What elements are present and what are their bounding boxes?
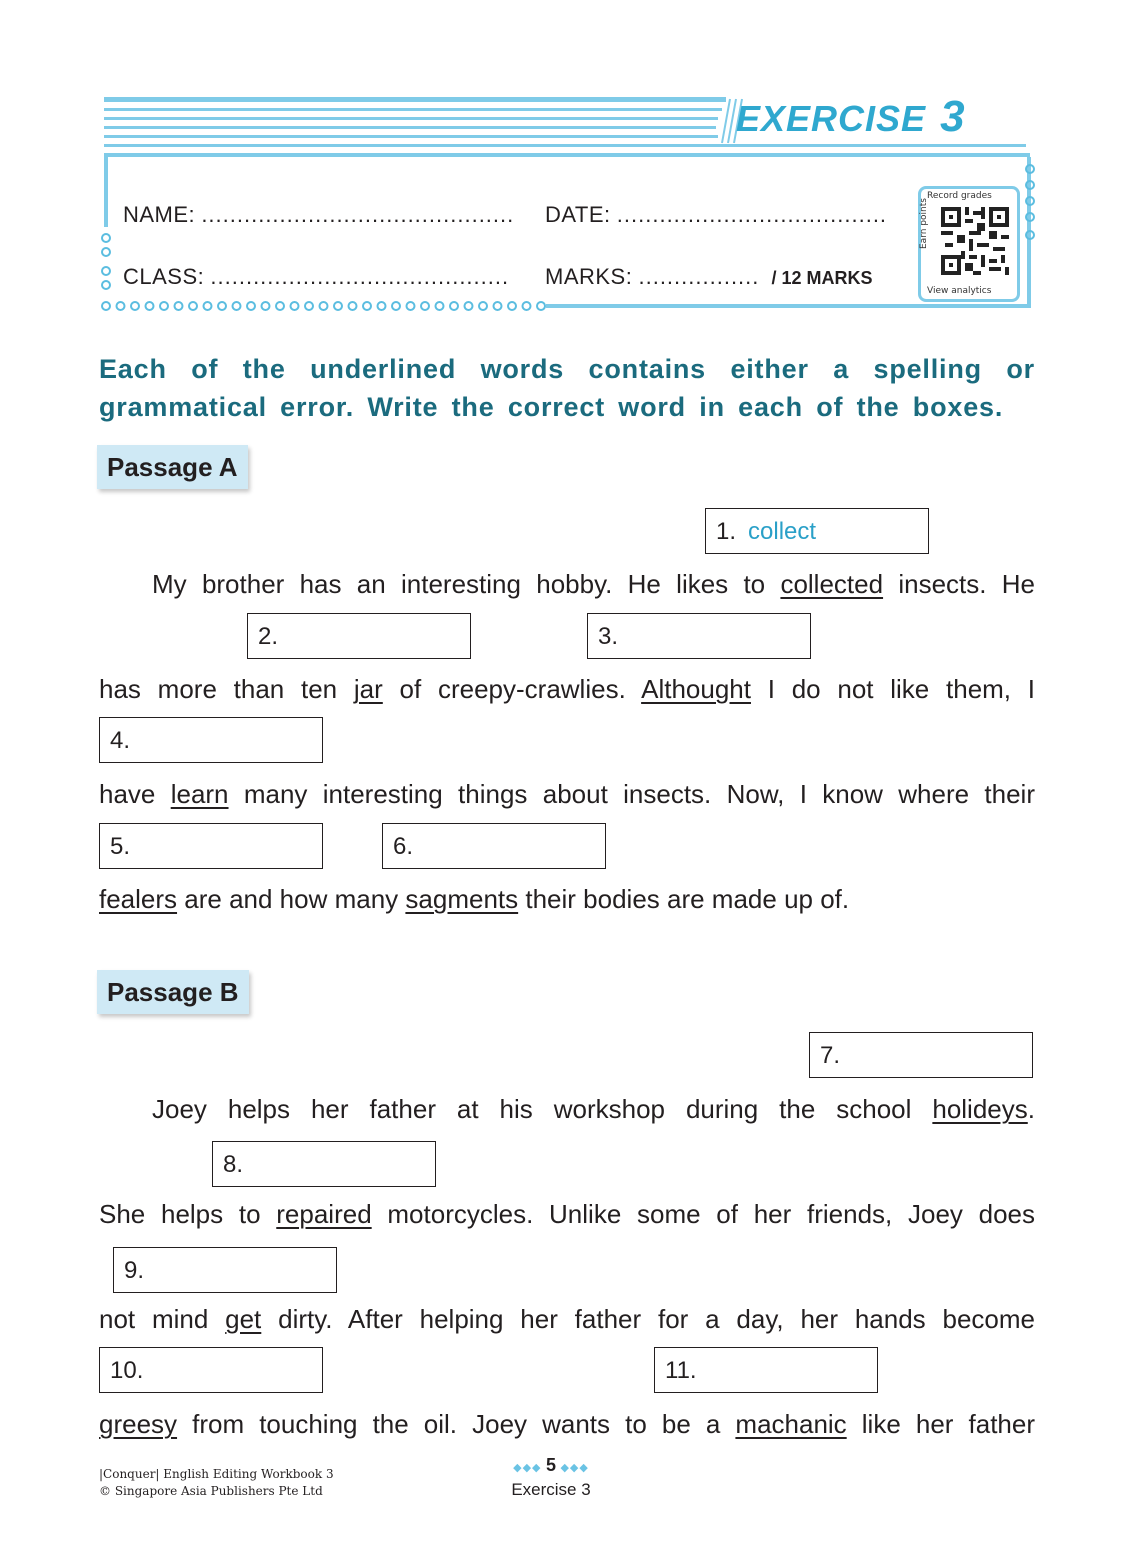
error-word: learn <box>170 779 229 809</box>
page-footer-center <box>496 1455 606 1500</box>
line-text: from touching the oil. Joey wants to be a <box>177 1409 736 1439</box>
line-text: motorcycles. Unlike some of her friends, Joey does <box>371 1199 1035 1229</box>
marks-total: / 12 MARKS <box>771 268 873 288</box>
exercise-label: Exercise 3 <box>511 1480 591 1499</box>
line-text: not mind <box>99 1304 226 1334</box>
box-number: 6. <box>393 833 414 860</box>
passage-b-line-3 <box>99 1304 1035 1334</box>
page-number: 5 <box>545 1455 556 1475</box>
answer-box-10[interactable] <box>99 1347 323 1393</box>
line-text: has more than ten <box>99 674 354 704</box>
class-field[interactable] <box>123 264 509 290</box>
answer-box-3[interactable] <box>587 613 811 659</box>
date-label: DATE: <box>545 202 611 227</box>
answer-box-8[interactable] <box>212 1141 436 1187</box>
line-text: Joey helps her father at his workshop during the school <box>152 1094 933 1124</box>
box-number: 9. <box>124 1257 145 1284</box>
answer-box-2[interactable] <box>247 613 471 659</box>
error-word: sagments <box>405 884 519 914</box>
line-text: I do not like them, I <box>750 674 1035 704</box>
passage-b-title: Passage B <box>97 970 249 1014</box>
answer-box-1[interactable] <box>705 508 929 554</box>
passage-b-line-4 <box>99 1409 1035 1439</box>
instructions: Each of the underlined words contains either a spelling or grammatical error. Write the correct word in each of the boxes. <box>99 354 1035 422</box>
class-label: CLASS: <box>123 264 205 289</box>
qr-code-icon <box>941 207 1009 275</box>
line-text: insects. He <box>883 569 1036 599</box>
qr-side-text: Earn points <box>919 198 929 249</box>
answer-box-6[interactable] <box>382 823 606 869</box>
error-word: Althought <box>641 674 751 704</box>
line-text: dirty. After helping her father for a day, her hands become <box>261 1304 1035 1334</box>
box-number: 8. <box>223 1151 244 1178</box>
box-number: 3. <box>598 623 619 650</box>
answer-box-4[interactable] <box>99 717 323 763</box>
book-title: |Conquer| English Editing Workbook 3 <box>99 1467 334 1481</box>
qr-bottom-text: View analytics <box>927 286 992 296</box>
date-field[interactable] <box>545 202 887 228</box>
box-number: 1. <box>716 518 737 545</box>
line-text: My brother has an interesting hobby. He likes to <box>152 569 781 599</box>
passage-a-line-4 <box>99 884 1035 914</box>
class-dots: .......................................... <box>210 264 510 289</box>
line-text: many interesting things about insects. Now, I know where their <box>228 779 1035 809</box>
box-number: 4. <box>110 727 131 754</box>
error-word: repaired <box>276 1199 372 1229</box>
diamond-ornament-icon: ◆◆◆ <box>560 1462 589 1474</box>
box-number: 5. <box>110 833 131 860</box>
error-word: fealers <box>99 884 178 914</box>
passage-b-line-2 <box>99 1199 1035 1229</box>
qr-code-panel[interactable] <box>918 186 1020 302</box>
copyright-line: © Singapore Asia Publishers Pte Ltd <box>99 1484 323 1498</box>
footer-credits <box>99 1466 334 1500</box>
line-text: like her father <box>846 1409 1035 1439</box>
line-text: their bodies are made up of. <box>518 884 850 914</box>
qr-top-text: Record grades <box>927 191 992 201</box>
box-number: 10. <box>110 1357 144 1384</box>
box-number: 2. <box>258 623 279 650</box>
line-text: have <box>99 779 171 809</box>
box-answer: collect <box>748 518 817 545</box>
error-word: collected <box>780 569 884 599</box>
error-word: jar <box>353 674 383 704</box>
exercise-title <box>736 92 966 142</box>
name-field[interactable] <box>123 202 514 228</box>
marks-dots: ................. <box>638 264 760 289</box>
passage-a-line-3 <box>99 779 1035 809</box>
answer-box-5[interactable] <box>99 823 323 869</box>
line-text: . <box>1027 1094 1035 1124</box>
marks-field[interactable] <box>545 264 873 290</box>
answer-box-9[interactable] <box>113 1247 337 1293</box>
passage-a-line-2 <box>99 674 1035 704</box>
box-number: 7. <box>820 1042 841 1069</box>
date-dots: ...................................... <box>616 202 888 227</box>
exercise-word: EXERCISE <box>736 98 927 139</box>
line-text: She helps to <box>99 1199 277 1229</box>
error-word: get <box>225 1304 262 1334</box>
line-text: are and how many <box>177 884 406 914</box>
passage-a-line-1 <box>152 569 1035 599</box>
passage-a-title: Passage A <box>97 445 248 489</box>
passage-b-line-1 <box>152 1094 1035 1124</box>
error-word: greesy <box>99 1409 178 1439</box>
line-text: of creepy-crawlies. <box>382 674 642 704</box>
box-number: 11. <box>665 1357 697 1384</box>
name-dots: ............................................ <box>201 202 515 227</box>
marks-label: MARKS: <box>545 264 633 289</box>
name-label: NAME: <box>123 202 196 227</box>
exercise-number: 3 <box>940 92 966 141</box>
error-word: machanic <box>735 1409 847 1439</box>
diamond-ornament-icon: ◆◆◆ <box>513 1462 542 1474</box>
answer-box-7[interactable] <box>809 1032 1033 1078</box>
error-word: holideys <box>932 1094 1028 1124</box>
answer-box-11[interactable] <box>654 1347 878 1393</box>
